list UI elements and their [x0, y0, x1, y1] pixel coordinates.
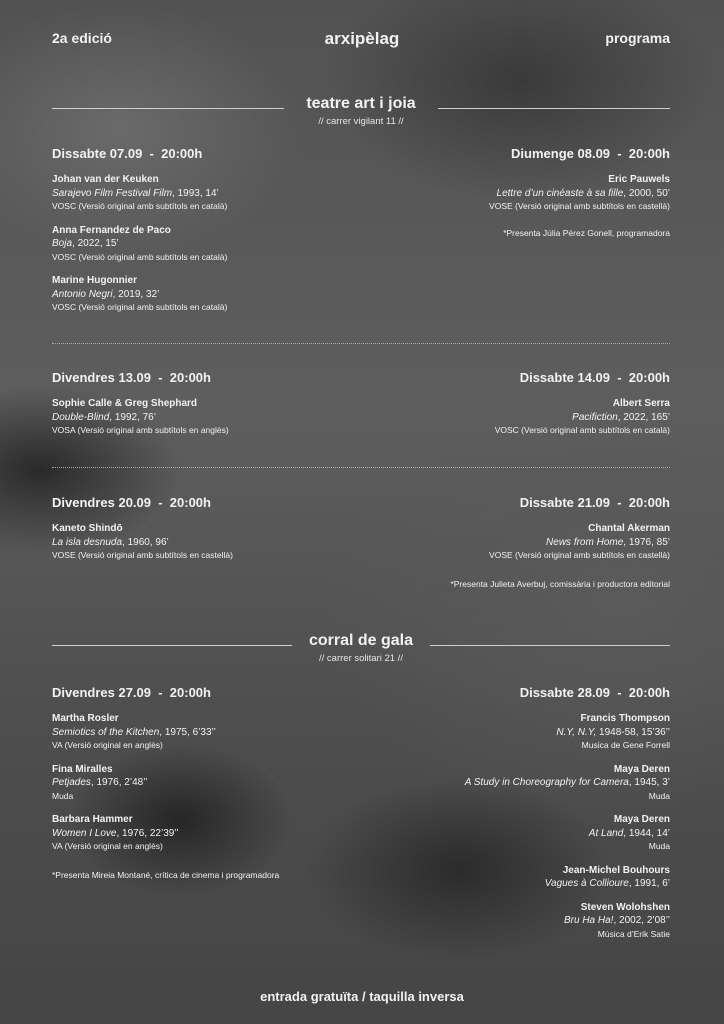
film-language-note: VOSC (Versió original amb subtítols en català)	[52, 251, 228, 262]
film-info: , 1976, 22’39’’	[116, 827, 179, 839]
film-info: , 1945, 3’	[628, 777, 670, 788]
film-title-line	[370, 914, 670, 928]
film-entry	[370, 712, 670, 753]
film-title-line	[370, 187, 670, 201]
film-title: N.Y, N.Y,	[556, 726, 597, 738]
film-director: Eric Pauwels	[608, 174, 670, 185]
film-director: Johan van der Keuken	[52, 174, 159, 185]
film-director: Francis Thompson	[580, 713, 670, 724]
session-date: Divendres 20.09 - 20:00h	[52, 495, 211, 510]
film-director: Fina Miralles	[52, 763, 113, 775]
film-title: At Land	[588, 827, 624, 839]
dotted-divider	[52, 343, 670, 344]
session-sat-2809	[370, 685, 670, 951]
session-date: Dissabte 21.09 - 20:00h	[519, 495, 670, 510]
film-title: Lettre d’un cinéaste à sa fille	[496, 187, 624, 199]
film-title-line	[370, 877, 670, 891]
film-language-note: VOSC (Versió original amb subtítols en català)	[52, 302, 228, 312]
film-entry	[52, 274, 352, 315]
film-info: , 1993, 14’	[172, 187, 219, 199]
film-title-line	[52, 776, 352, 790]
film-info: , 1991, 6’	[628, 878, 670, 889]
edition-label: 2a edició	[52, 30, 112, 46]
film-director: Maya Deren	[613, 763, 670, 775]
film-title: News from Home	[546, 536, 624, 548]
film-info: , 2022, 15’	[72, 238, 119, 249]
film-director: Chantal Akerman	[588, 523, 670, 534]
film-language-note: VOSE (Versió original amb subtítols en castellà)	[489, 201, 670, 211]
presenter-note: *Presenta Júlia Pérez Gonell, programadora	[503, 227, 670, 238]
film-info: , 1976, 85’	[623, 536, 670, 548]
film-entry	[370, 763, 670, 804]
session-sun-0809	[370, 146, 670, 238]
film-title-line	[52, 187, 352, 201]
venue-name: teatre art i joia	[306, 95, 416, 112]
film-title: Bru Ha Ha!	[564, 915, 614, 926]
film-director: Martha Rosler	[52, 713, 119, 724]
film-title-line	[370, 411, 670, 425]
venue-header-teatre	[52, 95, 670, 127]
film-director: Sophie Calle & Greg Shephard	[52, 398, 198, 409]
venue-address: // carrer vigilant 11 //	[318, 116, 404, 127]
film-title: Boja	[52, 238, 73, 249]
film-title-line	[270, 536, 670, 550]
session-date: Divendres 27.09 - 20:00h	[52, 685, 211, 700]
film-entry	[370, 397, 670, 438]
film-entry	[270, 522, 670, 563]
divider-line	[52, 108, 284, 109]
film-language-note: Música d’Erik Satie	[597, 928, 670, 939]
session-sat-1409	[370, 370, 670, 448]
film-title: La isla desnuda	[52, 536, 123, 548]
film-language-note: Muda	[648, 790, 670, 801]
film-language-note: VOSC (Versió original amb subtítols en català)	[494, 425, 670, 435]
session-date: Dissabte 28.09 - 20:00h	[519, 685, 670, 700]
presenter-note: *Presenta Mireia Montané, crítica de cinema i programadora	[52, 869, 280, 880]
dotted-divider	[52, 467, 670, 468]
film-title-line	[52, 827, 352, 841]
session-date: Divendres 13.09 - 20:00h	[52, 370, 211, 385]
film-entry	[52, 763, 352, 804]
film-info: , 1960, 96’	[122, 536, 169, 548]
film-language-note: VOSE (Versió original amb subtítols en castellà)	[52, 550, 233, 560]
session-date: Diumenge 08.09 - 20:00h	[511, 146, 670, 161]
film-entry	[52, 173, 352, 214]
film-info: , 2002, 2’08’’	[613, 915, 670, 926]
venue-header-corral	[52, 632, 670, 664]
film-info: , 1992, 76’	[109, 411, 156, 423]
film-director: Marine Hugonnier	[52, 275, 138, 286]
session-fri-1309	[52, 370, 352, 448]
film-title: Pacifiction	[572, 411, 618, 423]
film-language-note: VA (Versió original en anglès)	[52, 740, 163, 750]
film-language-note: Muda	[648, 841, 670, 851]
footer-admission: entrada gratuïta / taquilla inversa	[260, 989, 464, 1004]
film-entry	[52, 224, 352, 265]
film-director: Albert Serra	[612, 398, 670, 409]
session-sat-0709	[52, 146, 352, 325]
film-info: , 1975, 6’33’’	[159, 726, 216, 738]
session-date: Dissabte 07.09 - 20:00h	[52, 146, 203, 161]
film-title: A Study in Choreography for Camera	[464, 777, 629, 788]
film-info: , 2000, 50’	[623, 187, 670, 199]
film-director: Kaneto Shindō	[52, 523, 123, 534]
film-language-note: VA (Versió original en anglès)	[52, 841, 163, 851]
film-title-line	[370, 726, 670, 740]
film-entry	[370, 813, 670, 854]
film-title: Sarajevo Film Festival Film	[52, 187, 173, 199]
film-title-line	[52, 726, 352, 740]
film-language-note: VOSA (Versió original amb subtítols en anglès)	[52, 425, 229, 435]
film-title: Double-Blind	[52, 411, 110, 423]
film-title-line	[52, 237, 352, 251]
film-director: Jean-Michel Bouhours	[562, 864, 670, 876]
session-fri-2709	[52, 685, 352, 880]
film-language-note: VOSE (Versió original amb subtítols en castellà)	[489, 550, 670, 560]
festival-title: arxipèlag	[324, 29, 400, 48]
film-title-line	[52, 288, 352, 302]
film-title-line	[52, 411, 352, 425]
presenter-note: *Presenta Julieta Averbuj, comissària i productora editorial	[450, 578, 670, 589]
film-title-line	[370, 776, 670, 790]
film-title: Women I Love	[52, 827, 117, 839]
film-entry	[370, 864, 670, 891]
film-language-note: VOSC (Versió original amb subtítols en català)	[52, 201, 228, 211]
film-info: , 1976, 2’48’’	[90, 777, 148, 788]
divider-line	[52, 645, 292, 646]
session-sat-2109	[270, 495, 670, 589]
film-info: , 2019, 32’	[112, 288, 160, 300]
film-title: Vagues à Collioure	[544, 878, 629, 889]
venue-address: // carrer solitari 21 //	[319, 653, 403, 664]
film-director: Maya Deren	[613, 814, 670, 825]
venue-name: corral de gala	[308, 632, 414, 649]
divider-line	[430, 645, 670, 646]
film-director: Steven Wolohshen	[580, 901, 670, 913]
film-title-line	[370, 827, 670, 841]
film-info: , 2022, 165’	[617, 411, 670, 423]
film-title: Petjades	[52, 777, 91, 788]
film-title: Semiotics of the Kitchen	[52, 726, 160, 738]
film-info: 1948-58, 15’36’’	[596, 726, 670, 738]
film-director: Barbara Hammer	[52, 814, 133, 825]
film-title: Antonio Negri	[52, 288, 113, 300]
film-language-note: Muda	[52, 790, 74, 801]
film-entry	[370, 173, 670, 214]
film-language-note: Musica de Gene Forrell	[581, 740, 670, 750]
film-entry	[52, 712, 352, 753]
film-entry	[52, 813, 352, 854]
film-info: , 1944, 14’	[623, 827, 670, 839]
session-date: Dissabte 14.09 - 20:00h	[519, 370, 670, 385]
film-director: Anna Fernandez de Paco	[52, 224, 171, 236]
program-label: programa	[605, 30, 670, 46]
divider-line	[438, 108, 670, 109]
film-entry	[52, 397, 352, 438]
film-entry	[370, 901, 670, 942]
